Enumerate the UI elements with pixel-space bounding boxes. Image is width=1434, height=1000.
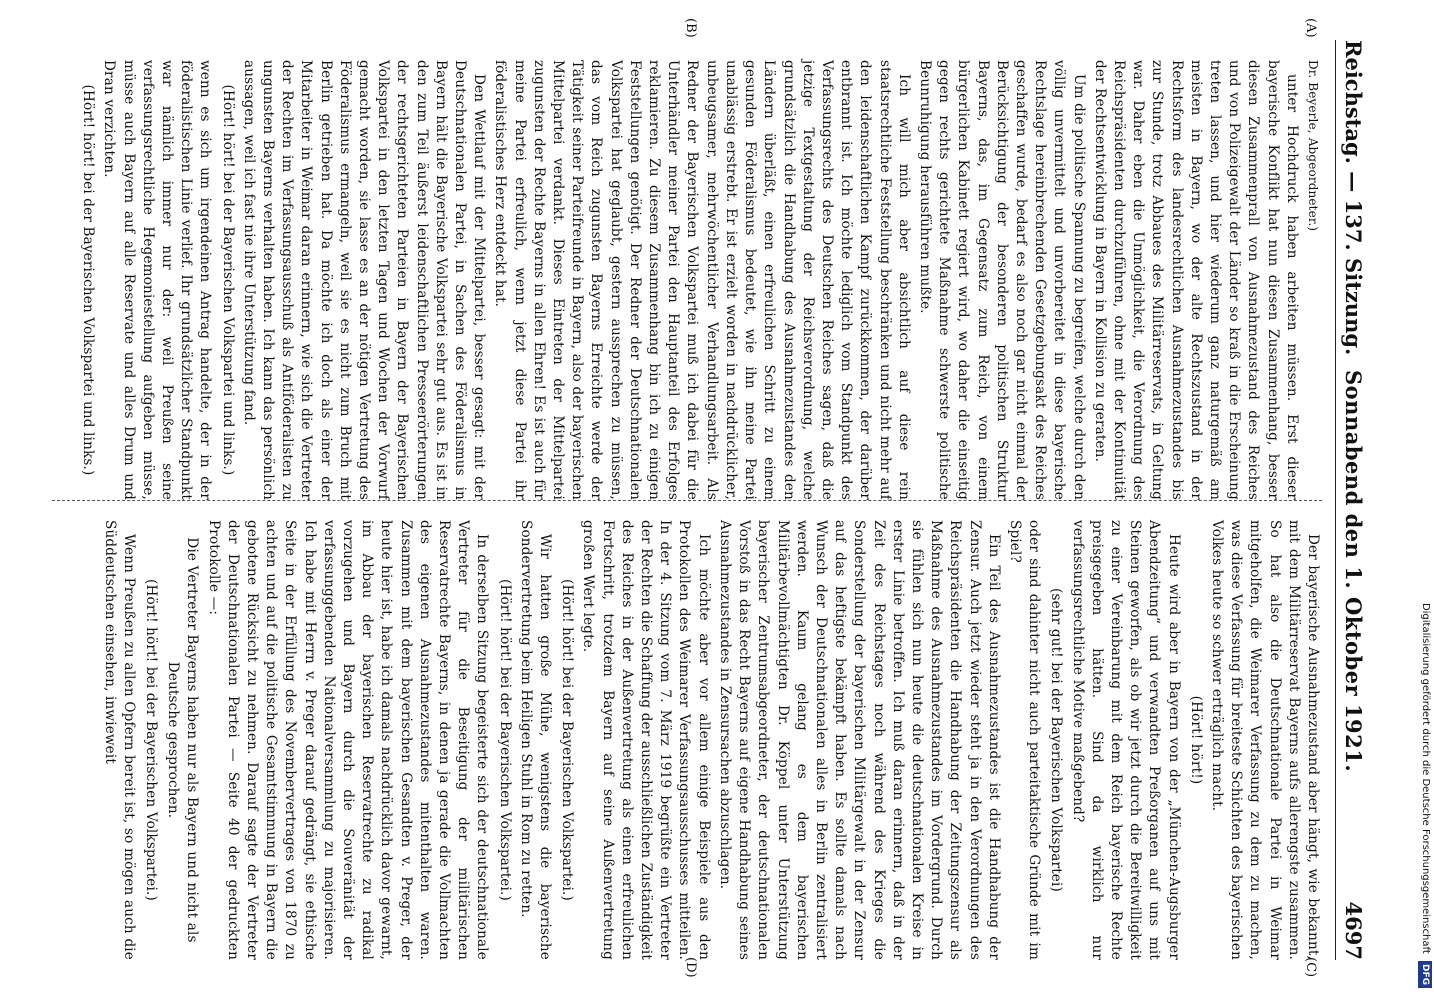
interjection: (Hört! hört! bei der Bayerischen Volkspartei und links.) (219, 84, 236, 476)
paragraph: Heute wird aber in Bayern von der „München-Augsburger Abendzeitung“ und verwandten Preßorganen auf uns mit Steinen geworfen, als ob wir jetzt durch die Bereitwilligkeit zu einer Vereinbarung mit dem Reich bayerische Rechte preisgegeben hätten. Sind da wirklich nur verfassungsrechtliche Motive maßgebend? (1069, 520, 1182, 960)
paragraph: Ich will mich aber absichtlich auf diese rein staatsrechtliche Feststellung beschränken und nicht mehr auf den leidenschaftlichen Kampf zurückkommen, der darüber entbrannt ist. Ich möchte lediglich vom Standpunkt des Verfassungsrechts des Deutschen Reiches sagen, daß die jetzige Textgestaltung der Reichsverordnung, welche grundsätzlich die Handhabung des Ausnahmezustandes den Ländern überläßt, einen erfreulichen Schritt zu einem gesunden Föderalismus bedeutet, wie ihn meine Partei unablässig erstrebt. Er ist erzielt worden in nachdrücklicher, unbeugsamer, mehrwöchentlicher Verhandlungsarbeit. Als Redner der Bayerischen Volkspartei muß ich dabei für die Unterhändler meiner Partei den Hauptanteil des Erfolges reklamieren. Zu diesem Zusammenhang bin ich zu einigen Feststellungen genötigt. Der Redner der Deutschnationalen Volkspartei hat geglaubt, gestern aussprechen zu müssen, das vom Reich zugunsten Bayerns Erreichte werde der Tätigkeit seiner Parteifreunde in Bayern, also der bayerischen Mittelpartei verdankt. Dieses Eintreten der Mittelpartei zugunsten der Rechte Bayerns in allen Ehren! Es ist auch für meine Partei erfreulich, wenn jetzt diese Partei ihr föderalistisches Herz entdeckt hat. (492, 60, 912, 500)
paragraph: Ich möchte aber vor allem einige Beispiele aus den Protokollen des Weimarer Verfassungsausschusses mitteilen. In der 4. Sitzung vom 7. März 1919 begrüßte ein Vertreter der Rechten die Schaffung der ausschließlichen Zuständigkeit des Reiches in der Außenvertretung als einen erfreulichen Fortschritt, trotzdem Bayern auf seine Außenvertretung großen Wert legte. (580, 520, 712, 960)
interjection: (Hört! hört! bei der Bayerischen Volkspartei und links.) (80, 84, 97, 476)
margin-mark-c: (C) (1303, 957, 1318, 978)
column-divider (52, 500, 1322, 502)
credit-text: Digitalisierung gefördert durch die Deutsche Forschungsgemeinschaft (1420, 602, 1431, 954)
newspaper-page (10, 0, 1410, 1000)
quotation: Die Vertreter Bayerns haben nur als Bayern und nicht als Deutsche gesprochen. (165, 537, 201, 943)
page-number: 4697 (1341, 901, 1366, 960)
header-left: Reichstag. — 137. Sitzung. (1341, 40, 1366, 356)
speaker-line: Dr. Beyerle, Abgeordneter.) (1306, 60, 1320, 232)
paragraph: Ein Teil des Ausnahmezustandes ist die Handhabung der Zensur. Auch jetzt wieder steht ja in den Verordnungen des Reichspräsidenten die Handhabung der Zeitungszensur als Maßnahme des Ausnahmezustandes im Vordergrund. Durch sie fühlen sich nun heute die deutschnationalen Kreise in erster Linie betroffen. Ich muß daran erinnern, daß in der Zeit des Reichstages noch während des Krieges die Sonderstellung der bayerischen Militärgewalt in der Zensur auf das heftigste bekämpft haben. Es sollte damals nach Wunsch der Deutschnationalen alles in Berlin zentralisiert werden. Kaum gelang es dem bayerischen Militärbevollmächtigten Dr. Köppel unter Unterstützung bayerischer Zentrumsabgeordneter, der deutschnationalen Vorstoß in das Recht Bayerns auf eigene Handhabung seines Ausnahmezustandes in Zensursachen abzuschlagen. (716, 520, 1002, 960)
interjection: (Hört! hört! bei der Bayerischen Volkspartei.) (143, 579, 160, 901)
page-header (1335, 40, 1370, 960)
paragraph: Wenn Preußen zu allen Opfern bereit ist, so mögen auch die Süddeutschen einsehen, inwieweit (101, 520, 137, 960)
margin-mark-a: (A) (1303, 18, 1318, 38)
paragraph: wenn es sich um irgendeinen Antrag handelte, der in der föderalistischen Linie verlief. Ihr grundsätzlicher Standpunkt war nämlich immer nur der: weil Preußen seine verfassungsrechtliche Hegemoniestellung aufgeben müsse, müsse auch Bayern auf alle Reservate und alles Drum und Dran verzichten. (101, 60, 214, 500)
header-date: Sonnabend den 1. Oktober 1921. (1341, 370, 1366, 773)
dfg-logo: DFG (1418, 961, 1432, 988)
paragraph: Wir hatten große Mühe, wenigstens die bayerische Sondervertretung beim Heiligen Stuhl in Rom zu retten. (517, 520, 554, 960)
margin-mark-b: (B) (683, 18, 698, 38)
interjection: (Hört! hört! bei der Bayerischen Volkspartei.) (559, 579, 576, 901)
paragraph: In derselben Sitzung begeisterte sich der deutschnationale Vertreter für die Beseitigung der militärischen Reservatrechte Bayerns, in denen ja gerade die Vollmachten des eigenen Ausnahmezustandes mitenthalten waren. Zusammen mit dem bayerischen Gesandten v. Preger, der heute hier ist, habe ich damals nachdrücklich davor gewarnt, im Abbau der bayerischen Reservatrechte zu radikal vorzugehen und Bayern durch die Souveränität der verfassunggebenden Nationalversammlung zu majorisieren. Ich habe mit Herrn v. Preger darauf gedrängt, sie ethische Seite in der Erfüllung des Novembervertrages von 1870 zu achten und auf die politische Gesamtstimmung in Bayern die gebotene Rücksicht zu nehmen. Darauf sagte der Vertreter der Deutschnationalen Partei — Seite 40 der gedruckten Protokolle —: (205, 520, 491, 960)
paragraph: Den Wettlauf mit der Mittelpartei, besser gesagt: mit der Deutschnationalen Partei, in Sachen des Föderalismus in Bayern hält die Bayerische Volkspartei sehr gut aus. Es ist in den zum Teil äußerst leidenschaftlichen Presseerörterungen der rechtsgerichteten Parteien in Bayern der Bayerischen Volkspartei in den letzten Tagen und Wochen der Vorwurf gemacht worden, sie lasse es an der nötigen Vertretung des Föderalismus ermangeln, weil sie es nicht zum Bruch mit Berlin getrieben hat. Da möchte ich doch als einer der Mitarbeiter in Weimar daran erinnern, wie sich die Vertreter der Rechten im Verfassungsausschuß als Antiföderalisten zu ungunsten Bayerns verhalten haben. Ich kann das persönlich aussagen, weil ich fast nie ihre Unterstützung fand. (240, 60, 488, 500)
paragraph: Um die politische Spannung zu begreifen, welche durch den völlig unvermittelt und unvorbereitet in diese bayerische Rechtslage hereinbrechenden Gesetzgebungsakt des Reiches geschaffen wurde, bedarf es also noch gar nicht einmal der Berücksichtigung der besonderen politischen Struktur Bayerns, das, im Gegensatz zum Reich, von einem bürgerlichen Kabinett regiert wird, wo daher die einseitig gegen rechts gerichtete Maßnahme schwerste politische Beunruhigung herausführen mußte. (916, 60, 1087, 500)
dfg-credit (1418, 12, 1432, 988)
interjection: (Hört! hört!) (1187, 695, 1204, 785)
paragraph: Der bayerische Ausnahmezustand aber hängt, wie bekannt, mit dem Militärreservat Bayerns aufs allerengste zusammen. So hat also die Deutschnationale Partei in Weimar mitgeholfen, die Weimarer Verfassung zu dem zu machen, was diese Verfassung für breiteste Schichten des bayerischen Volkes heute so schwer erträglich macht. (1208, 520, 1321, 960)
right-column (97, 520, 1322, 960)
interjection: (Hört! hört! bei der Bayerischen Volkspartei.) (496, 579, 513, 901)
margin-mark-d: (D) (683, 957, 698, 978)
paragraph: oder sind dahinter nicht auch parteitaktische Gründe mit im Spiel? (1006, 520, 1043, 960)
paragraph: unter Hochdruck haben arbeiten müssen. Erst dieser bayerische Konflikt hat nun diesen Zusammenhang, besser diesen Zusammenprall von Ausnahmezustand des Reiches und von Polizeigewalt der Länder so kraß in die Erscheinung treten lassen, und hier wiederum ganz naturgemäß am meisten in Bayern, wo der alte Rechtszustand in der Rechtsform des landesrechtlichen Ausnahmezustandes bis zur Stunde, trotz Abbaues des Militärreservats, in Geltung war. Daher eben die Unmöglichkeit, die Verordnung des Reichspräsidenten durchzuführen, ohne mit der Kontinuität der Rechtsentwicklung in Bayern in Kollision zu geraten. (1091, 60, 1300, 500)
left-column (75, 60, 1322, 500)
interjection: (sehr gut! bei der Bayerischen Volkspartei) (1048, 588, 1065, 892)
